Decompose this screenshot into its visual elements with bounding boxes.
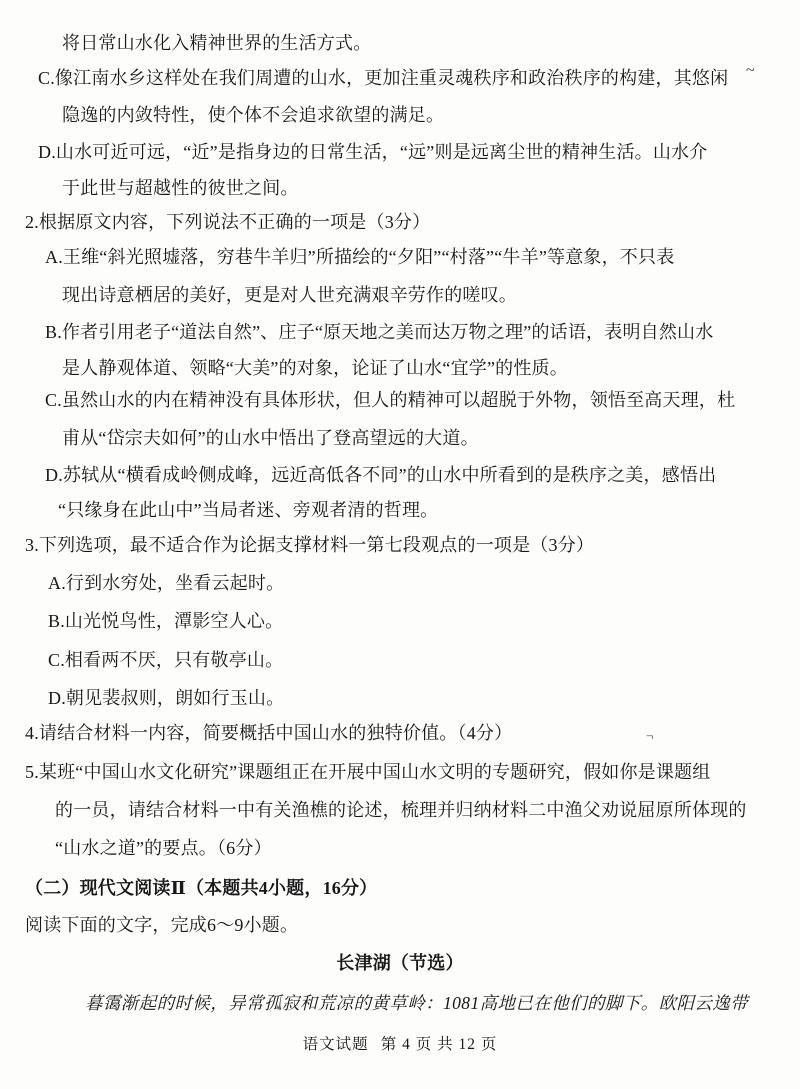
passage-line1: 暮霭渐起的时候，异常孤寂和荒凉的黄草岭：1081高地已在他们的脚下。欧阳云逸带 xyxy=(85,993,749,1013)
q2-option-c-line2: 甫从“岱宗夫如何”的山水中悟出了登高望远的大道。 xyxy=(62,428,479,448)
q2-option-b-line1: B.作者引用老子“道法自然”、庄子“原天地之美而达万物之理”的话语，表明自然山水 xyxy=(45,322,714,342)
q5-line1: 5.某班“中国山水文化研究”课题组正在开展中国山水文明的专题研究，假如你是课题组 xyxy=(25,762,711,782)
q5-line2: 的一员，请结合材料一中有关渔樵的论述，梳理并归纳材料二中渔父劝说屈原所体现的 xyxy=(55,800,747,820)
q3-stem: 3.下列选项，最不适合作为论据支撑材料一第七段观点的一项是（3分） xyxy=(25,535,595,555)
footer-page-info: 第 4 页 共 12 页 xyxy=(380,1036,498,1053)
q3-option-d: D.朝见裴叔则，朗如行玉山。 xyxy=(48,688,285,708)
q1-option-c-line2: 隐逸的内敛特性，使个体不会追求欲望的满足。 xyxy=(62,105,445,125)
scan-artifact-tilde: ~ xyxy=(746,62,755,79)
q3-option-b: B.山光悦鸟性，潭影空人心。 xyxy=(48,611,284,631)
q4-stem: 4.请结合材料一内容，简要概括中国山水的独特价值。（4分） xyxy=(25,723,513,743)
q2-option-b-line2: 是人静观体道、领略“大美”的对象，论证了山水“宜学”的性质。 xyxy=(62,358,568,378)
q1-option-c-line1: C.像江南水乡这样处在我们周遭的山水，更加注重灵魂秩序和政治秩序的构建，其悠闲 xyxy=(38,68,729,88)
q5-line3: “山水之道”的要点。（6分） xyxy=(55,838,272,858)
q2-option-c-line1: C.虽然山水的内在精神没有具体形状，但人的精神可以超脱于外物，领悟至高天理，杜 xyxy=(45,390,736,410)
q1-option-d-line2: 于此世与超越性的彼世之间。 xyxy=(62,178,299,198)
q2-option-a-line1: A.王维“斜光照墟落，穷巷牛羊归”所描绘的“夕阳”“村落”“牛羊”等意象，不只表 xyxy=(45,247,675,267)
scan-artifact-mark: ¬ xyxy=(646,728,654,743)
q2-option-d-line2: “只缘身在此山中”当局者迷、旁观者清的哲理。 xyxy=(58,500,439,520)
page-footer xyxy=(0,1032,800,1054)
q1-option-d-line1: D.山水可近可远，“近”是指身边的日常生活，“远”则是远离尘世的精神生活。山水介 xyxy=(38,142,708,162)
passage-title: 长津湖（节选） xyxy=(336,953,464,973)
q1-option-b-continuation: 将日常山水化入精神世界的生活方式。 xyxy=(62,33,372,53)
q3-option-c: C.相看两不厌，只有敬亭山。 xyxy=(48,650,284,670)
q3-option-a: A.行到水穷处，坐看云起时。 xyxy=(48,573,285,593)
section2-instruction: 阅读下面的文字，完成6～9小题。 xyxy=(25,915,299,935)
footer-doc-label: 语文试题 xyxy=(302,1036,369,1053)
q2-option-a-line2: 现出诗意栖居的美好，更是对人世充满艰辛劳作的嗟叹。 xyxy=(62,285,517,305)
section2-heading: （二）现代文阅读Ⅱ（本题共4小题，16分） xyxy=(25,878,378,898)
q2-option-d-line1: D.苏轼从“横看成岭侧成峰，远近高低各不同”的山水中所看到的是秩序之美，感悟出 xyxy=(45,465,717,485)
q2-stem: 2.根据原文内容，下列说法不正确的一项是（3分） xyxy=(25,212,431,232)
